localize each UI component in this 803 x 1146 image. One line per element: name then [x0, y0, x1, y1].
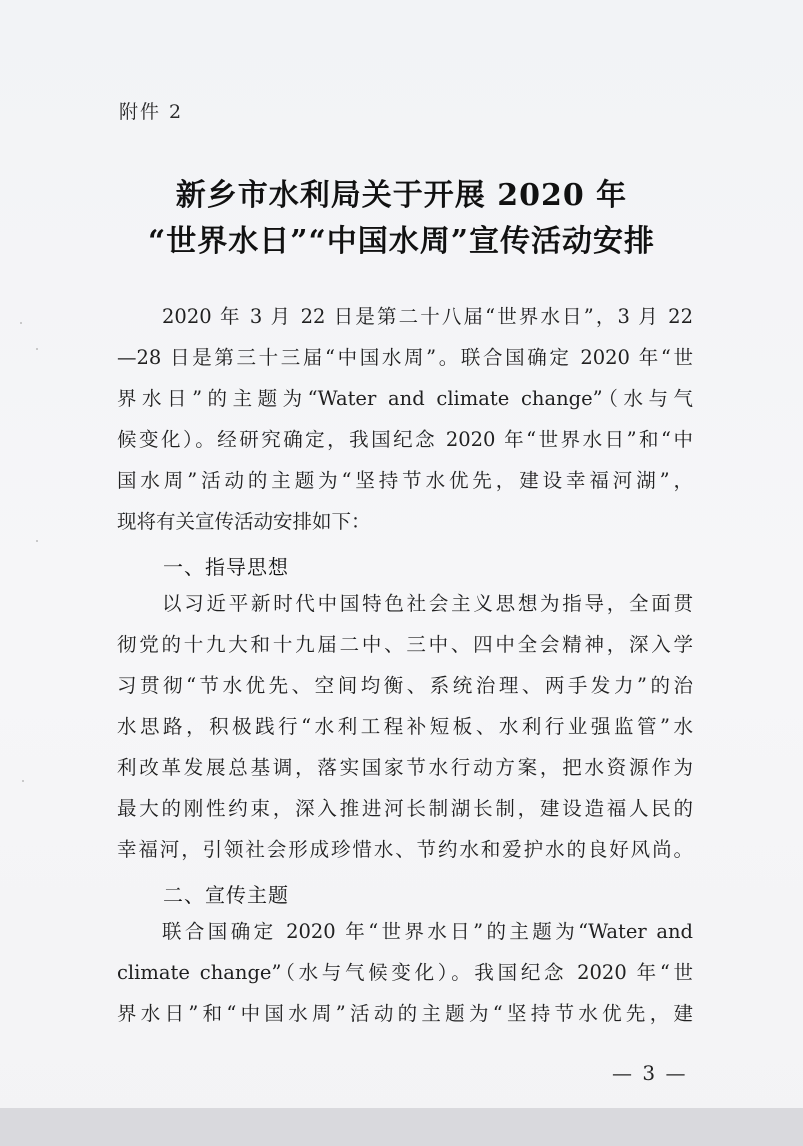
section1-line: 利改革发展总基调，落实国家节水行动方案，把水资源作为	[117, 756, 693, 779]
section2-line: climate change”（水与气候变化）。我国纪念 2020 年“世	[117, 961, 693, 984]
intro-line: —28 日是第三十三届“中国水周”。联合国确定 2020 年“世	[117, 346, 693, 369]
intro-line: 界水日”的主题为“Water and climate change”（水与气	[117, 387, 693, 410]
section-heading-guiding-ideology: 一、指导思想	[163, 555, 289, 579]
page-number: — 3 —	[612, 1061, 688, 1085]
section1-line: 幸福河，引领社会形成珍惜水、节约水和爱护水的良好风尚。	[117, 838, 693, 861]
section1-line: 习贯彻“节水优先、空间均衡、系统治理、两手发力”的治	[117, 674, 693, 697]
intro-line: 候变化）。经研究确定，我国纪念 2020 年“世界水日”和“中	[117, 428, 693, 451]
section1-line: 彻党的十九大和十九届二中、三中、四中全会精神，深入学	[117, 633, 693, 656]
section1-line: 最大的刚性约束，深入推进河长制湖长制，建设造福人民的	[117, 797, 693, 820]
intro-line: 国水周”活动的主题为“坚持节水优先，建设幸福河湖”，	[117, 469, 693, 492]
intro-line: 2020 年 3 月 22 日是第二十八届“世界水日”，3 月 22	[162, 305, 693, 328]
section1-line: 水思路，积极践行“水利工程补短板、水利行业强监管”水	[117, 715, 693, 738]
document-title-line-2: “世界水日”“中国水周”宣传活动安排	[147, 224, 656, 259]
section-heading-publicity-theme: 二、宣传主题	[163, 883, 289, 907]
annex-label: 附件 2	[119, 101, 184, 123]
intro-line: 现将有关宣传活动安排如下：	[117, 510, 371, 533]
section1-line: 以习近平新时代中国特色社会主义思想为指导，全面贯	[162, 592, 693, 615]
scan-bottom-band	[0, 1108, 803, 1146]
section2-line: 界水日”和“中国水周”活动的主题为“坚持节水优先，建	[117, 1002, 693, 1025]
section2-line: 联合国确定 2020 年“世界水日”的主题为“Water and	[162, 920, 693, 943]
document-title-line-1: 新乡市水利局关于开展 2020 年	[175, 178, 628, 213]
